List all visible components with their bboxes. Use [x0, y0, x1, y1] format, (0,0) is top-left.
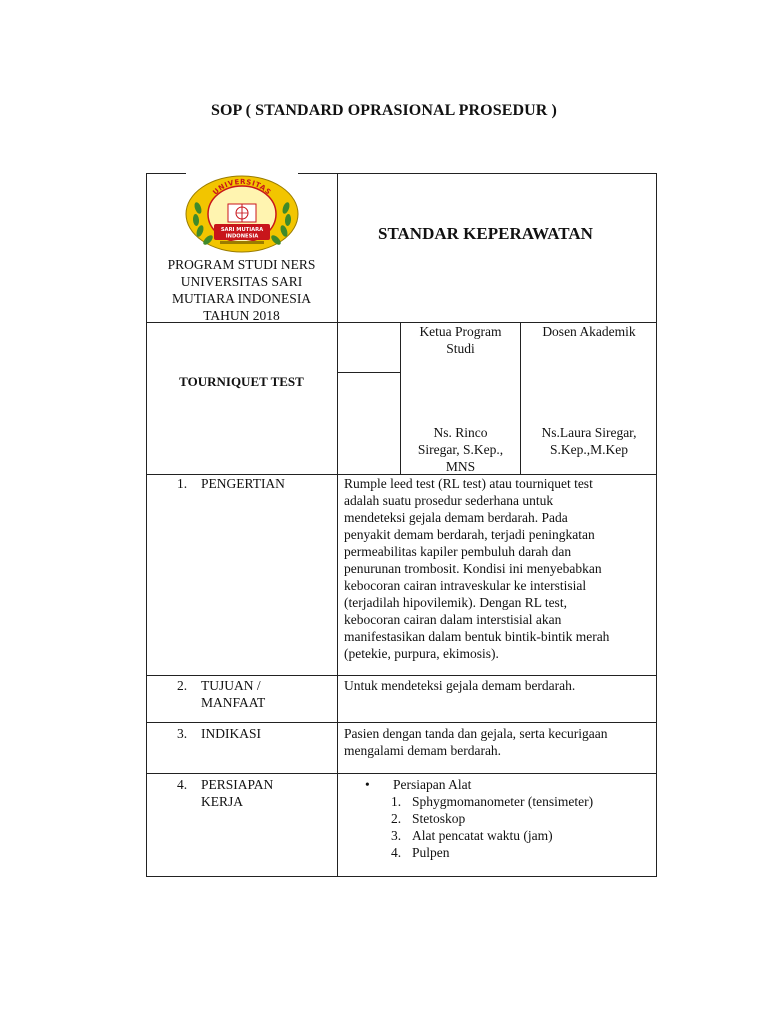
- dosen-name: Ns.Laura Siregar, S.Kep.,M.Kep: [541, 425, 637, 457]
- section-number: 2.: [177, 678, 188, 693]
- bullet-icon: •: [365, 777, 370, 792]
- logo-top-text: UNIVERSITAS: [211, 177, 273, 197]
- table-divider: [146, 722, 657, 723]
- topic-title: TOURNIQUET TEST: [179, 374, 304, 389]
- ketua-name: Ns. Rinco Siregar, S.Kep., MNS: [417, 425, 504, 474]
- section-label: PERSIAPAN KERJA: [201, 777, 274, 809]
- logo-banner-line2: INDONESIA: [225, 233, 259, 240]
- standard-title: STANDAR KEPERAWATAN: [378, 224, 593, 243]
- section-content: Rumple leed test (RL test) atau tourniquet test adalah suatu prosedur sederhana untuk mendeteksi gejala demam berdarah. Pada penyakit demam berdarah, terjadi peningkatan permeabilitas kapiler pembuluh darah dan penurunan trombosit. Kondisi ini menyebabkan kebocoran cairan intraveskular ke interstisial (terjadilah hipovilemik). Dengan RL test, kebocoran cairan dalam interstisial akan manifestasikan dalam bentuk bintik-bintik merah (petekie, purpura, ekimosis).: [344, 476, 610, 661]
- table-divider: [146, 675, 657, 676]
- section-content: Pasien dengan tanda dan gejala, serta kecurigaan mengalami demam berdarah.: [344, 726, 608, 758]
- section-number: 1.: [177, 476, 188, 491]
- table-divider: [146, 773, 657, 774]
- document-title: SOP ( STANDARD OPRASIONAL PROSEDUR ): [210, 102, 557, 119]
- institution-name: PROGRAM STUDI NERS UNIVERSITAS SARI MUTIARA INDONESIA TAHUN 2018: [167, 257, 316, 323]
- ketua-label: Ketua Program Studi: [419, 324, 502, 356]
- section-number: 3.: [177, 726, 188, 741]
- table-divider: [337, 173, 338, 877]
- section-label: TUJUAN / MANFAAT: [201, 678, 266, 710]
- section-number: 4.: [177, 777, 188, 792]
- logo-banner-line1: SARI MUTIARA: [220, 227, 264, 233]
- table-divider: [337, 372, 400, 373]
- section-content: Untuk mendeteksi gejala demam berdarah.: [344, 678, 576, 693]
- university-logo: [184, 174, 300, 254]
- section-label: INDIKASI: [201, 726, 261, 741]
- section-label: PENGERTIAN: [201, 476, 285, 491]
- dosen-label: Dosen Akademik: [542, 324, 636, 339]
